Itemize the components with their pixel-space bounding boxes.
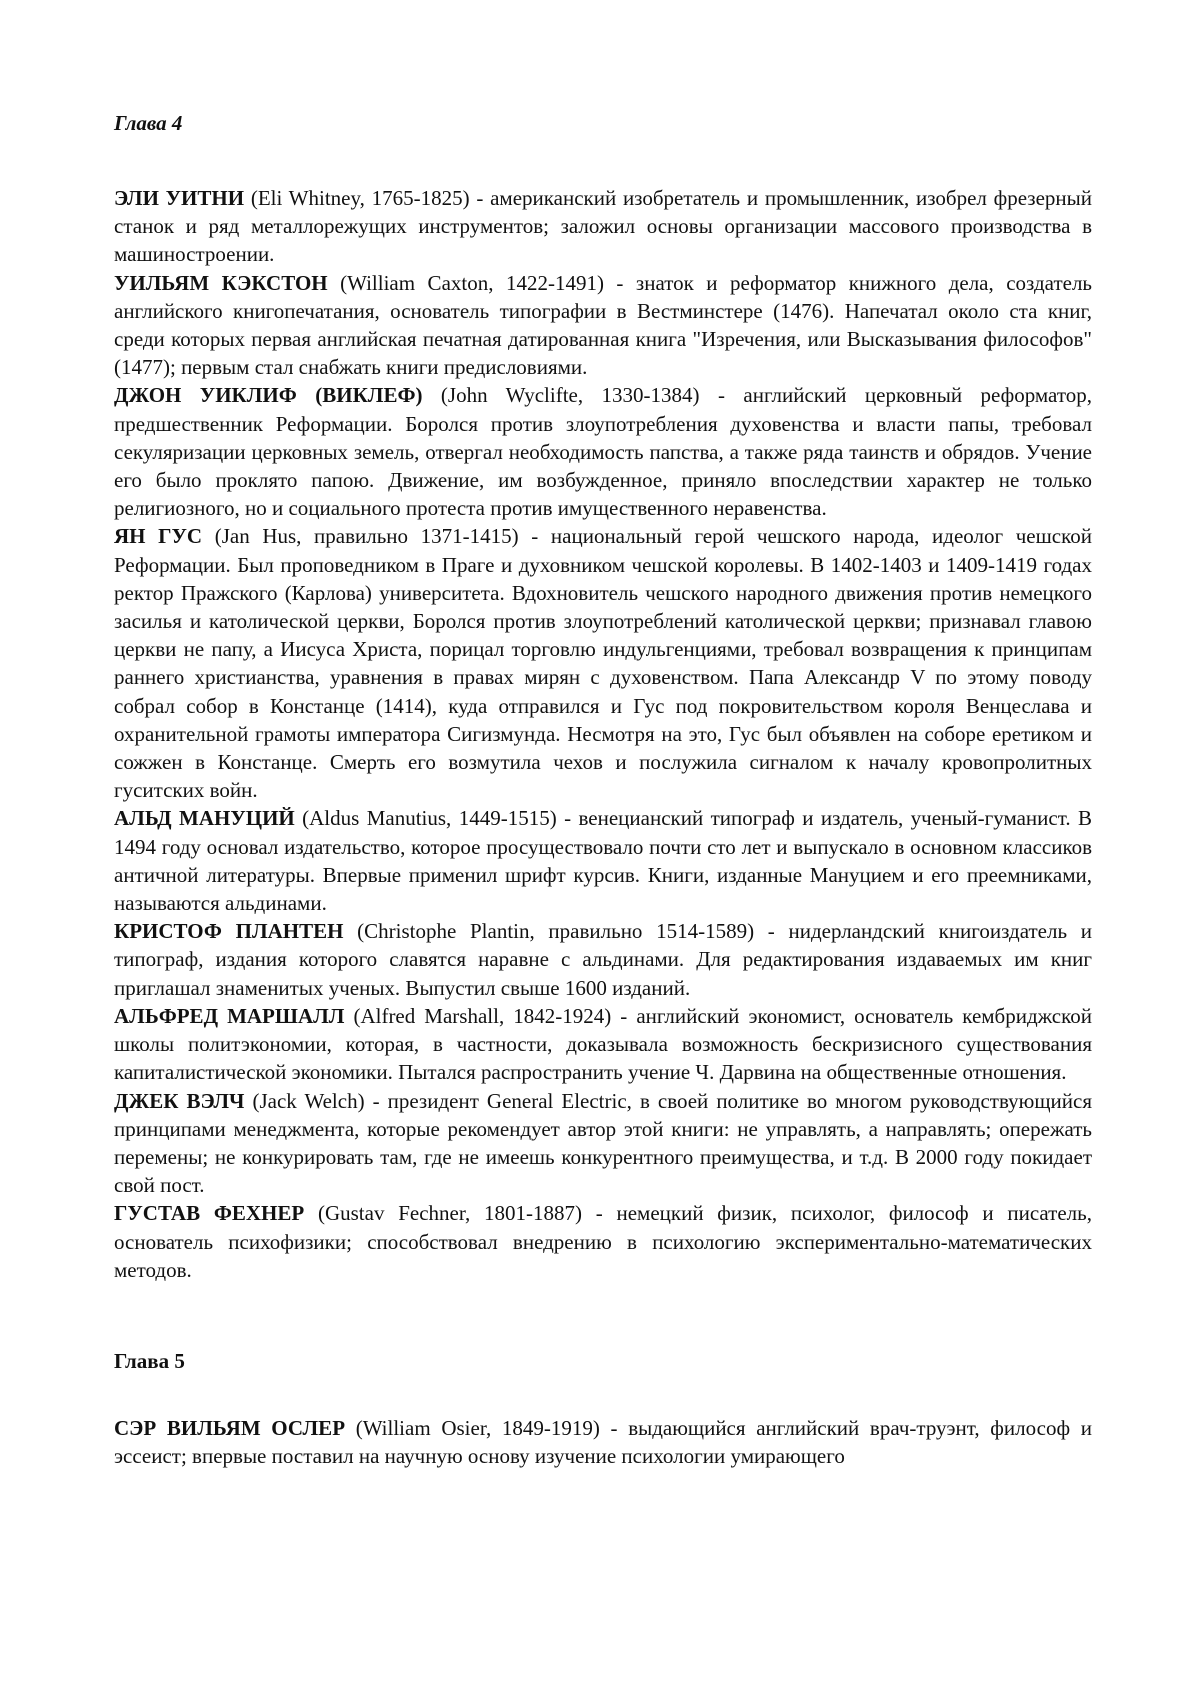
entry-fechner (114, 1199, 1092, 1284)
entry-plantin (114, 917, 1092, 1002)
entry-manutius (114, 804, 1092, 917)
entry-whitney (114, 184, 1092, 269)
entry-hus (114, 522, 1092, 804)
entry-name: УИЛЬЯМ КЭКСТОН (114, 270, 328, 295)
entry-text: (John Wyclifte, 1330-1384) - английский церковный реформатор, предшественник Реформации. Боролся против злоупотребления духовенства и власти папы, требовал секуляризации церковных земель, отвергал необходимость папства, а также ряда таинств и обрядов. Учение его было проклято папою. Движение, им возбужденное, приняло впоследствии характер не только религиозного, но и социального протеста против имущественного неравенства. (114, 383, 1092, 521)
entry-name: ЯН ГУС (114, 524, 203, 549)
entry-name: АЛЬФРЕД МАРШАЛЛ (114, 1003, 345, 1028)
chapter-heading: Глава 4 (114, 111, 183, 135)
entry-name: КРИСТОФ ПЛАНТЕН (114, 919, 344, 944)
entry-osler (114, 1414, 1092, 1470)
entry-wyclif (114, 381, 1092, 522)
entry-name: АЛЬД МАНУЦИЙ (114, 806, 295, 831)
chapter-heading: Глава 5 (114, 1348, 185, 1373)
entry-name: СЭР ВИЛЬЯМ ОСЛЕР (114, 1415, 346, 1440)
entry-text: (Gustav Fechner, 1801-1887) - немецкий физик, психолог, философ и писатель, основатель психофизики; способствовал внедрению в психологию экспериментально-математических методов. (114, 1201, 1092, 1282)
entry-name: ЭЛИ УИТНИ (114, 186, 245, 210)
entry-text: (Jan Hus, правильно 1371-1415) - национальный герой чешского народа, идеолог чешской Реформации. Был проповедником в Праге и духовником чешской королевы. В 1402-1403 и 1409-1419 годах ректор Пражского (Карлова) университета. Вдохновитель чешского народного движения против немецкого засилья и католической церкви, Боролся против злоупотреблений католической церкви; признавал главою церкви не папу, а Иисуса Христа, порицал торговлю индульгенциями, требовал возвращения к принципам раннего христианства, уравнения в правах мирян с духовенством. Папа Александр V по этому поводу собрал собор в Констанце (1414), куда отправился и Гус под покровительством короля Венцеслава и охранительной грамоты императора Сигизмунда. Несмотря на это, Гус был объявлен на соборе еретиком и сожжен в Констанце. Смерть его возмутила чехов и послужила сигналом к началу кровопролитных гуситских войн. (114, 524, 1092, 803)
entry-name: ДЖЕК ВЭЛЧ (114, 1088, 245, 1113)
entry-caxton (114, 269, 1092, 382)
entry-name: ДЖОН УИКЛИФ (ВИКЛЕФ) (114, 383, 423, 408)
entry-text: (Alfred Marshall, 1842-1924) - английский экономист, основатель кембриджской школы политэкономии, которая, в частности, доказывала возможность бескризисного существования капиталистической экономики. Пытался распространить учение Ч. Дарвина на общественные отношения. (114, 1003, 1092, 1085)
entry-text: (Jack Welch) - президент General Electric, в своей политике во многом руководствующийся принципами менеджмента, которые рекомендует автор этой книги: не управлять, а направлять; опережать перемены; не конкурировать там, где не имеешь конкурентного преимущества, и т.д. В 2000 году покидает свой пост. (114, 1088, 1092, 1198)
entry-text: (William Osier, 1849-1919) - выдающийся английский врач-труэнт, философ и эссеист; впервые поставил на научную основу изучение психологии умирающего (114, 1415, 1092, 1469)
entry-text: (Eli Whitney, 1765-1825) - американский изобретатель и промышленник, изобрел фрезерный станок и ряд металлорежущих инструментов; заложил основы организации массового производства в машиностроении. (114, 186, 1092, 267)
entry-text: (Christophe Plantin, правильно 1514-1589) - нидерландский книгоиздатель и типограф, издания которого славятся наравне с альдинами. Для редактирования издаваемых им книг приглашал знаменитых ученых. Выпустил свыше 1600 изданий. (114, 919, 1092, 1000)
entry-name: ГУСТАВ ФЕХНЕР (114, 1201, 305, 1226)
entry-text: (William Caxton, 1422-1491) - знаток и реформатор книжного дела, создатель английского книгопечатания, основатель типографии в Вестминстере (1476). Напечатал около ста книг, среди которых первая английская печатная датированная книга "Изречения, или Высказывания философов" (1477); первым стал снабжать книги предисловиями. (114, 270, 1092, 380)
entry-welch (114, 1087, 1092, 1200)
document-page (114, 106, 1092, 1470)
section-spacer (114, 1284, 1092, 1344)
entry-marshall (114, 1002, 1092, 1087)
entry-text: (Aldus Manutius, 1449-1515) - венецианский типограф и издатель, ученый-гуманист. В 1494 году основал издательство, которое просуществовало почти сто лет и выпускало в основном классиков античной литературы. Впервые применил шрифт курсив. Книги, изданные Мануцием и его преемниками, называются альдинами. (114, 806, 1092, 916)
